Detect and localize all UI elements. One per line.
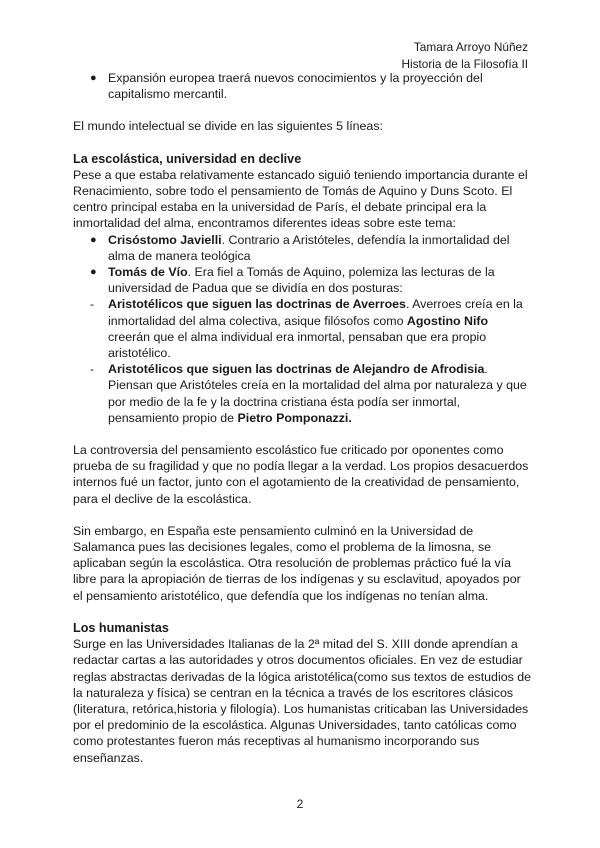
page-header <box>401 39 528 73</box>
humanistas-paragraph: Surge en las Universidades Italianas de la 2ª mitad del S. XIII donde aprendían a redactar cartas a las autoridades y otros documentos oficiales. En vez de estudiar reglas abstractas derivadas de la lógica aristotélica(como sus textos de estudios de la naturaleza y física) se centran en la técnica a través de los escritores clásicos (literatura, retórica,historia y filología). Los humanistas criticaban las Universidades por el predominio de la escolástica. Algunas Universidades, tanto católicas como como protestantes fueron más receptivas al humanismo incorporando sus enseñanzas. <box>73 637 532 765</box>
dash-averroes-desc1: . Averroes creía en la inmortalidad del alma colectiva, asique filósofos como <box>108 297 523 328</box>
bullet-item-vio <box>73 264 533 296</box>
intro-bullet-text: Expansión europea traerá nuevos conocimientos y la proyección del capitalismo mercantil. <box>108 71 483 102</box>
bullet-dot-icon: ● <box>90 266 97 279</box>
bullet-item-javielli <box>73 232 533 264</box>
name-vio: Tomás de Vío <box>108 265 188 280</box>
escolastica-paragraph: Pese a que estaba relativamente estancado siguió teniendo importancia durante el Renacimiento, sobre todo el pensamiento de Tomás de Aquino y Duns Scoto. El centro principal estaba en la universidad de París, el debate principal era la inmortalidad del alma, encontramos diferentes ideas sobre este tema: <box>73 167 528 231</box>
dash-item-afrodisia <box>73 361 533 426</box>
bullet-dot-icon: ● <box>90 233 97 246</box>
intro-paragraph: El mundo intelectual se divide en las siguientes 5 líneas: <box>73 119 383 134</box>
name-javielli: Crisóstomo Javielli <box>108 232 222 247</box>
espana-paragraph: Sin embargo, en España este pensamiento culminó en la Universidad de Salamanca pues las decisiones legales, como el problema de la limosna, se aplicaban según la escolástica. Otra resolución de problemas práctico fué la vía libre para la apropiación de tierras de los indígenas y su esclavitud, apoyados por el pensamiento aristotélico, que defendía que los indígenas no tenían alma. <box>73 523 521 603</box>
dash-item-averroes <box>73 296 533 361</box>
header-course: Historia de la Filosofía II <box>401 57 528 71</box>
bullet-javielli-desc: . Contrario a Aristóteles, defendía la inmortalidad del alma de manera teológica <box>108 232 510 263</box>
name-afrodisia-group: Aristotélicos que siguen las doctrinas de Alejandro de Afrodisia <box>108 362 485 377</box>
dash-averroes-desc2: creerán que el alma individual era inmortal, pensaban que era propio aristotélico. <box>108 329 487 361</box>
intro-bullet-item <box>73 70 533 102</box>
bullet-vio-text <box>108 264 533 296</box>
page-number: 2 <box>296 797 304 811</box>
header-author: Tamara Arroyo Núñez <box>413 40 528 54</box>
document-body <box>73 70 533 766</box>
dash-afrodisia-text <box>108 361 533 426</box>
section-heading-escolastica: La escolástica, universidad en declive <box>73 151 302 166</box>
controversia-paragraph: La controversia del pensamiento escolástico fue criticado por oponentes como prueba de su fragilidad y que no podía llegar a la verdad. Los propios desacuerdos internos fué un factor, junto con el agotamiento de la creatividad de pensamiento, para el declive de la escolástica. <box>73 443 529 506</box>
dash-marker: - <box>90 362 95 377</box>
bullet-vio-desc: . Era fiel a Tomás de Aquino, polemiza las lecturas de la universidad de Padua que se dividía en dos posturas: <box>108 265 495 296</box>
name-nifo: Agostino Nifo <box>406 313 489 328</box>
dash-marker: - <box>90 297 95 312</box>
name-averroes-group: Aristotélicos que siguen las doctrinas de Averroes <box>108 297 406 312</box>
dash-afrodisia-desc: . Piensan que Aristóteles creía en la mortalidad del alma por naturaleza y que por medio de la fe y la doctrina cristiana ésta podía ser inmortal, pensamiento propio de <box>108 362 527 425</box>
dash-averroes-text <box>108 296 533 361</box>
name-pomponazzi: Pietro Pomponazzi. <box>237 410 352 425</box>
section-heading-humanistas: Los humanistas <box>73 620 169 635</box>
bullet-javielli-text <box>108 232 533 264</box>
bullet-dot-icon: ● <box>90 72 97 84</box>
